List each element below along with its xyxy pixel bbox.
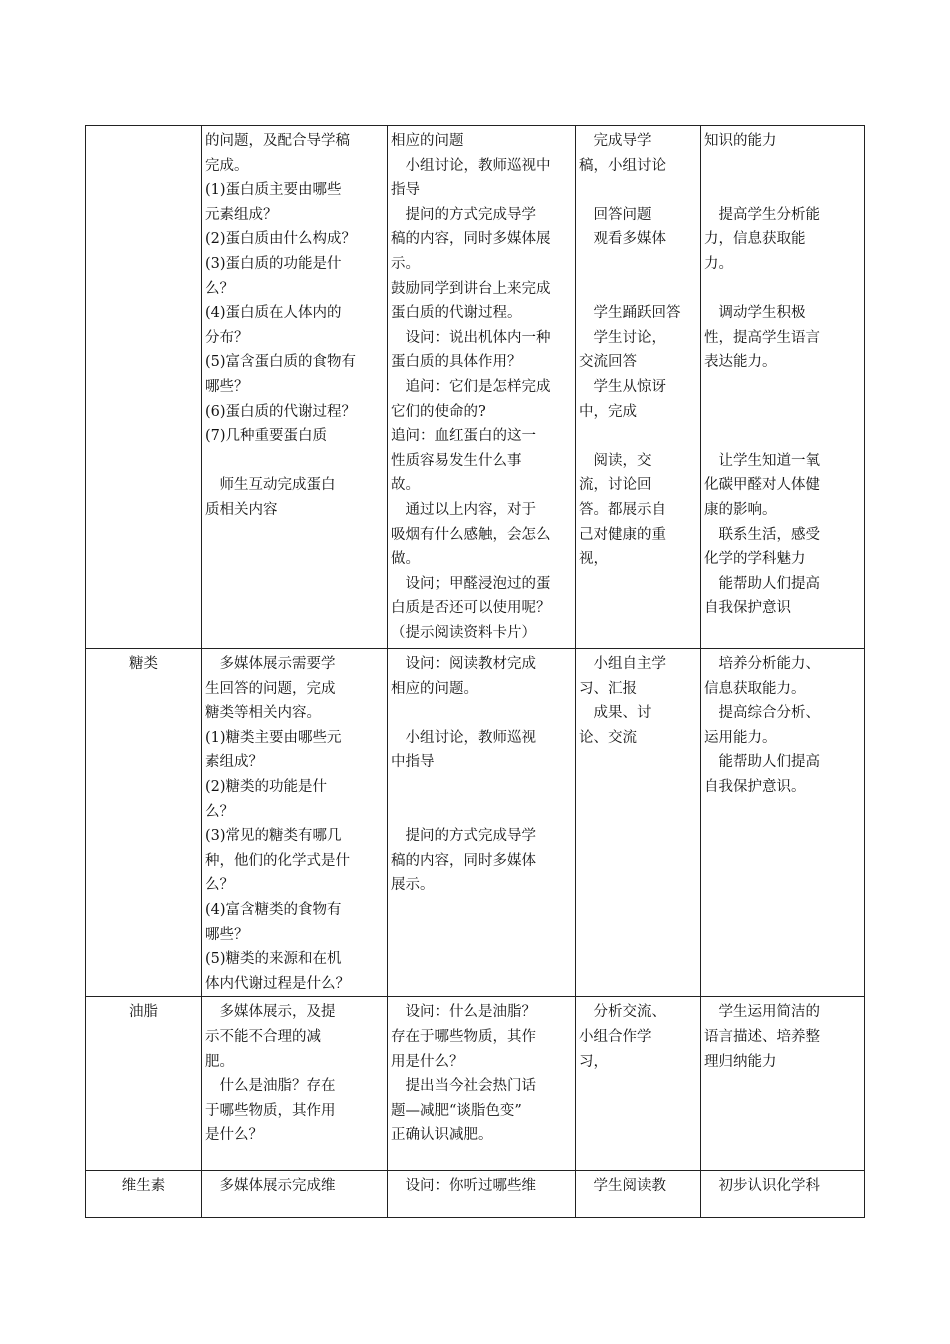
cell-line: 吸烟有什么感触，会怎么 <box>391 526 551 543</box>
content-cell <box>202 997 388 1171</box>
cell-line <box>704 400 861 425</box>
cell-line: 稿的内容，同时多媒体展 <box>391 231 551 248</box>
cell-line <box>205 449 384 474</box>
cell-line: 设问：你听过哪些维 <box>391 1178 536 1195</box>
cell-line: (1)糖类主要由哪些元 <box>205 729 342 746</box>
cell-line: 提问的方式完成导学 <box>391 828 536 845</box>
cell-line: 展示。 <box>391 877 435 894</box>
cell-line: 用是什么？ <box>391 1053 464 1070</box>
cell-line: 多媒体展示，及提 <box>205 1004 336 1021</box>
cell-line: 语言描述、培养整 <box>704 1028 820 1045</box>
cell-line: 哪些？ <box>205 378 249 395</box>
cell-line: 白质是否还可以使用呢？ <box>391 600 551 617</box>
cell-line: 示。 <box>391 255 420 272</box>
cell-line: 设问：说出机体内一种 <box>391 329 551 346</box>
student-activity-cell <box>576 1171 701 1218</box>
cell-line: 通过以上内容，对于 <box>391 501 536 518</box>
cell-line: 化碳甲醛对人体健 <box>704 477 820 494</box>
cell-line: 理归纳能力 <box>704 1053 777 1070</box>
cell-line: 能帮助人们提高 <box>704 754 820 771</box>
cell-line: 初步认识化学科 <box>704 1178 820 1195</box>
table-body <box>86 126 865 1218</box>
cell-line: 元素组成？ <box>205 206 278 223</box>
table-row-protein <box>86 126 865 649</box>
cell-line: 能帮助人们提高 <box>704 575 820 592</box>
cell-line: 让学生知道一氧 <box>704 452 820 469</box>
cell-line: 种，他们的化学式是什 <box>205 852 350 869</box>
cell-line: 康的影响。 <box>704 501 777 518</box>
cell-line: 自我保护意识。 <box>704 778 806 795</box>
cell-line: 学生踊跃回答 <box>579 305 681 322</box>
cell-line: 小组自主学 <box>579 656 666 672</box>
cell-line: 己对健康的重 <box>579 526 666 543</box>
cell-line <box>391 701 572 726</box>
cell-line: 分析交流、 <box>579 1004 666 1021</box>
cell-line <box>704 424 861 449</box>
cell-line: 设问：什么是油脂？ <box>391 1004 536 1021</box>
cell-line <box>391 800 572 825</box>
cell-line: 流，讨论回 <box>579 477 652 494</box>
cell-line: 提问的方式完成导学 <box>391 206 536 223</box>
cell-line: 中，完成 <box>579 403 637 420</box>
content-cell <box>202 649 388 997</box>
cell-line: 培养分析能力、 <box>704 656 820 672</box>
cell-line: 质相关内容 <box>205 501 278 518</box>
cell-line: 联系生活，感受 <box>704 526 820 543</box>
cell-line: 示不能不合理的减 <box>205 1028 321 1045</box>
table-row-vitamins <box>86 1171 865 1218</box>
cell-line: 相应的问题。 <box>391 680 478 697</box>
cell-line: 鼓励同学到讲台上来完成 <box>391 280 551 297</box>
cell-line: 观看多媒体 <box>579 231 666 248</box>
cell-line: 提高综合分析、 <box>704 705 820 722</box>
cell-line: 知识的能力 <box>704 133 777 149</box>
cell-line: 自我保护意识 <box>704 600 791 617</box>
topic-cell <box>86 1171 202 1218</box>
cell-line: 小组合作学 <box>579 1028 652 1045</box>
cell-line: 的问题，及配合导学稿 <box>205 133 350 149</box>
cell-line: (3)蛋白质的功能是什 <box>205 255 342 272</box>
cell-line: 小组讨论，教师巡视中 <box>391 157 551 174</box>
topic-label: 油脂 <box>129 1004 158 1021</box>
cell-line: (1)蛋白质主要由哪些 <box>205 182 342 199</box>
cell-line: 做。 <box>391 551 420 568</box>
cell-line: 存在于哪些物质，其作 <box>391 1028 536 1045</box>
cell-line: 力。 <box>704 255 733 272</box>
topic-cell <box>86 126 202 649</box>
table-row-fats <box>86 997 865 1171</box>
cell-line: 小组讨论，教师巡视 <box>391 729 536 746</box>
cell-line: 么？ <box>205 877 234 894</box>
design-intent-cell <box>701 649 865 997</box>
cell-line: (5)糖类的来源和在机 <box>205 951 342 968</box>
topic-cell <box>86 997 202 1171</box>
cell-line: 它们的使命的? <box>391 403 486 420</box>
cell-line: 么？ <box>205 803 234 820</box>
cell-line <box>579 178 697 203</box>
content-cell <box>202 126 388 649</box>
cell-line: 阅读，交 <box>579 452 652 469</box>
cell-line: (6)蛋白质的代谢过程？ <box>205 403 357 420</box>
cell-line: 中指导 <box>391 754 435 771</box>
cell-line: 正确认识减肥。 <box>391 1127 493 1144</box>
cell-line: 指导 <box>391 182 420 199</box>
cell-line: 什么是油脂？存在 <box>205 1078 336 1095</box>
teacher-activity-cell <box>388 649 576 997</box>
cell-line: 完成。 <box>205 157 249 174</box>
cell-line: 相应的问题 <box>391 133 464 149</box>
topic-cell <box>86 649 202 997</box>
cell-line: 素组成？ <box>205 754 263 771</box>
cell-line: 回答问题 <box>579 206 652 223</box>
cell-line: (2)蛋白质由什么构成？ <box>205 231 357 248</box>
student-activity-cell <box>576 126 701 649</box>
cell-line: (4)蛋白质在人体内的 <box>205 305 342 322</box>
cell-line: 题—减肥“谈脂色变” <box>391 1102 522 1119</box>
cell-line: (3)常见的糖类有哪几 <box>205 828 342 845</box>
teacher-activity-cell <box>388 126 576 649</box>
content-cell <box>202 1171 388 1218</box>
cell-line: 多媒体展示完成维 <box>205 1178 336 1195</box>
cell-line: 学生运用简洁的 <box>704 1004 820 1021</box>
cell-line: 哪些？ <box>205 926 249 943</box>
design-intent-cell <box>701 997 865 1171</box>
table-row-sugars <box>86 649 865 997</box>
cell-line: 提出当今社会热门话 <box>391 1078 536 1095</box>
cell-line: 论、交流 <box>579 729 637 746</box>
cell-line <box>704 178 861 203</box>
cell-line: (7)几种重要蛋白质 <box>205 428 328 445</box>
cell-line <box>579 424 697 449</box>
cell-line: 多媒体展示需要学 <box>205 656 336 672</box>
cell-line: 于哪些物质，其作用 <box>205 1102 336 1119</box>
cell-line: 力，信息获取能 <box>704 231 806 248</box>
cell-line: 视， <box>579 551 608 568</box>
cell-line: 完成导学 <box>579 133 652 149</box>
cell-line: 肥。 <box>205 1053 234 1070</box>
cell-line: 生回答的问题，完成 <box>205 680 336 697</box>
cell-line: 化学的学科魅力 <box>704 551 806 568</box>
cell-line: (4)富含糖类的食物有 <box>205 901 342 918</box>
cell-line: 调动学生积极 <box>704 305 806 322</box>
cell-line: 答。都展示自 <box>579 501 666 518</box>
cell-line: 故。 <box>391 477 420 494</box>
cell-line: 分布？ <box>205 329 249 346</box>
cell-line: （提示阅读资料卡片） <box>391 624 536 641</box>
cell-line: 追问：血红蛋白的这一 <box>391 428 536 445</box>
cell-line: (2)糖类的功能是什 <box>205 778 328 795</box>
student-activity-cell <box>576 997 701 1171</box>
cell-line <box>579 252 697 277</box>
cell-line: 糖类等相关内容。 <box>205 705 321 722</box>
cell-line: 学生讨论， <box>579 329 666 346</box>
student-activity-cell <box>576 649 701 997</box>
cell-line <box>391 775 572 800</box>
design-intent-cell <box>701 126 865 649</box>
cell-line: (5)富含蛋白质的食物有 <box>205 354 357 371</box>
topic-label <box>89 129 198 154</box>
cell-line: 蛋白质的具体作用？ <box>391 354 522 371</box>
cell-line <box>704 277 861 302</box>
cell-line: 蛋白质的代谢过程。 <box>391 305 522 322</box>
cell-line: 信息获取能力。 <box>704 680 806 697</box>
cell-line: 师生互动完成蛋白 <box>205 477 336 494</box>
cell-line <box>579 277 697 302</box>
cell-line: 追问：它们是怎样完成 <box>391 378 551 395</box>
design-intent-cell <box>701 1171 865 1218</box>
cell-line: 稿，小组讨论 <box>579 157 666 174</box>
cell-line: 设问：阅读教材完成 <box>391 656 536 672</box>
cell-line: 成果、讨 <box>579 705 652 722</box>
cell-line: 学生阅读教 <box>579 1178 666 1195</box>
lesson-plan-table <box>85 125 865 1218</box>
teacher-activity-cell <box>388 997 576 1171</box>
cell-line: 是什么？ <box>205 1127 263 1144</box>
cell-line <box>704 154 861 179</box>
topic-label: 糖类 <box>129 656 158 672</box>
cell-line: 么？ <box>205 280 234 297</box>
cell-line: 性质容易发生什么事 <box>391 452 522 469</box>
cell-line: 运用能力。 <box>704 729 777 746</box>
cell-line: 体内代谢过程是什么？ <box>205 975 350 992</box>
cell-line: 习、汇报 <box>579 680 637 697</box>
cell-line: 习， <box>579 1053 608 1070</box>
cell-line: 设问；甲醛浸泡过的蛋 <box>391 575 551 592</box>
topic-label: 维生素 <box>121 1178 166 1195</box>
cell-line: 学生从惊讶 <box>579 378 666 395</box>
cell-line: 稿的内容，同时多媒体 <box>391 852 536 869</box>
cell-line: 提高学生分析能 <box>704 206 820 223</box>
cell-line: 表达能力。 <box>704 354 777 371</box>
cell-line: 交流回答 <box>579 354 637 371</box>
cell-line: 性，提高学生语言 <box>704 329 820 346</box>
cell-line <box>704 375 861 400</box>
teacher-activity-cell <box>388 1171 576 1218</box>
